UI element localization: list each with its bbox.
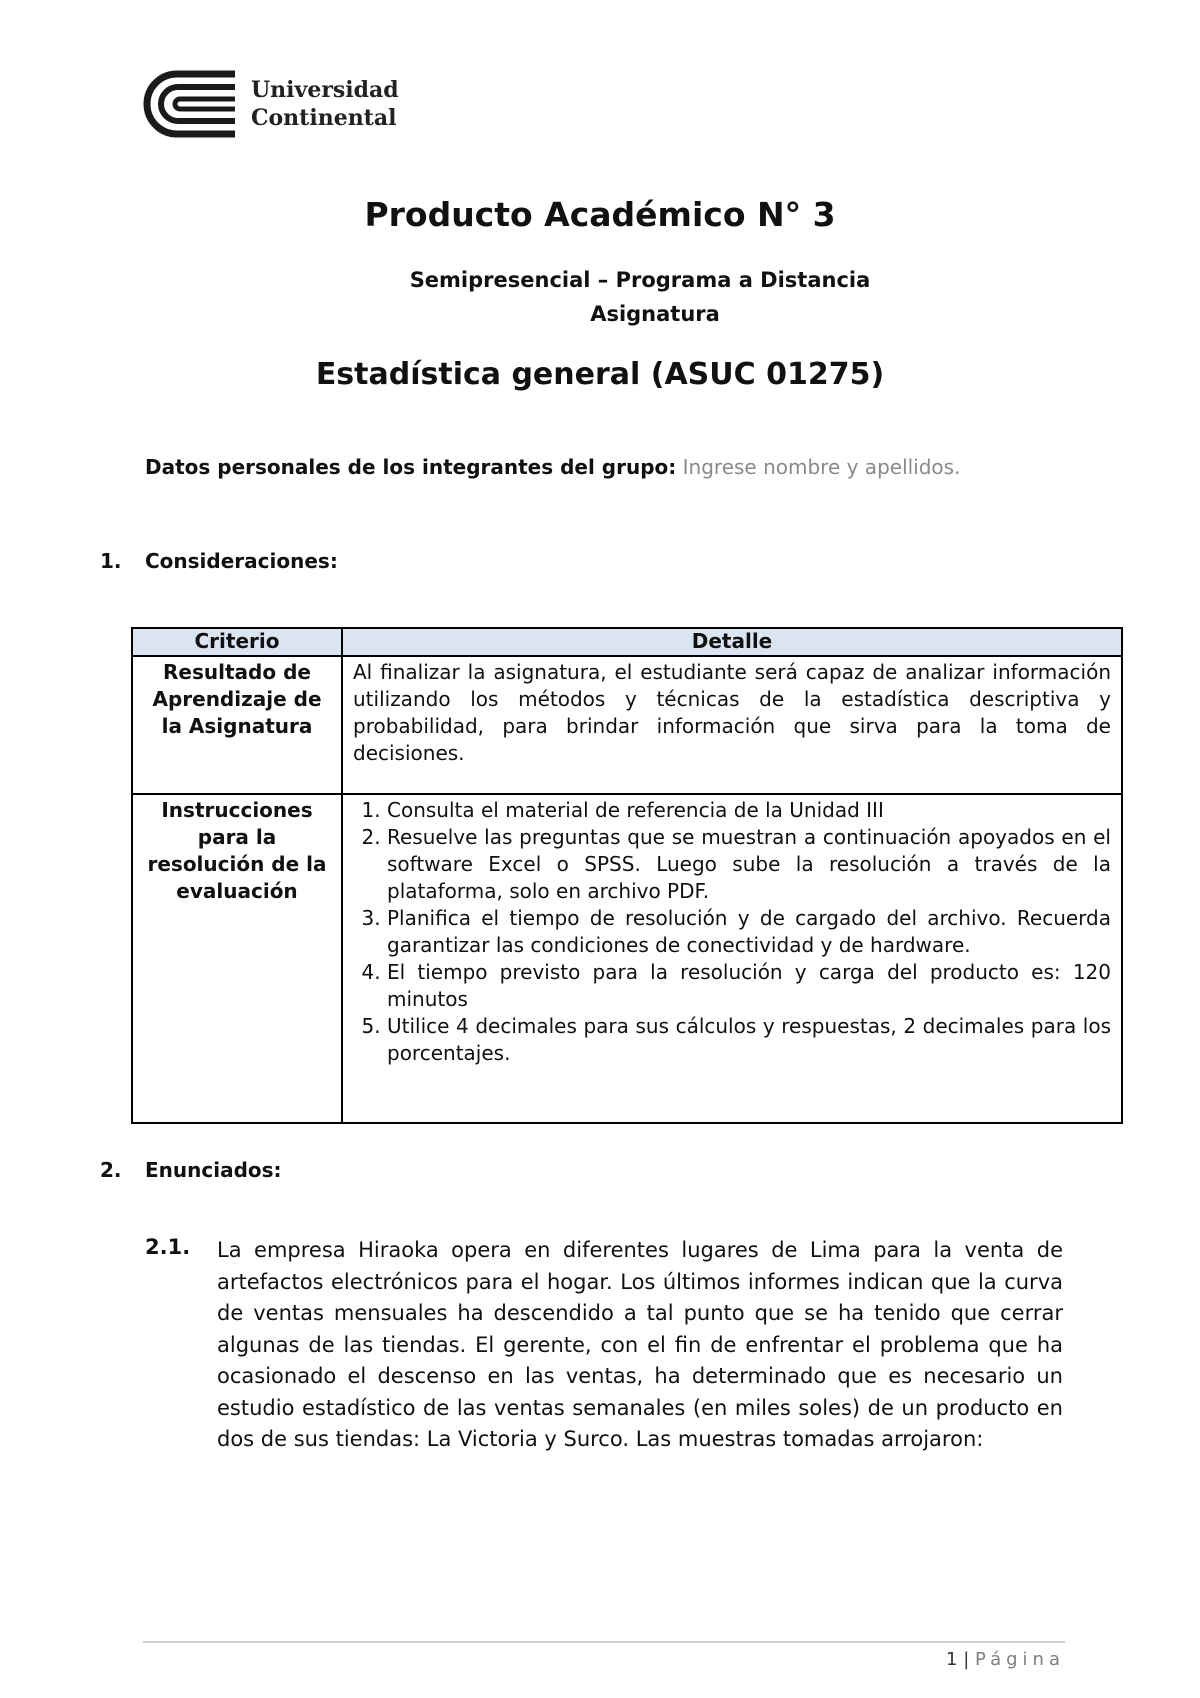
logo-mark-icon xyxy=(143,70,239,138)
group-names-input[interactable]: Ingrese nombre y apellidos. xyxy=(682,455,961,479)
section-heading-1 xyxy=(100,549,338,573)
footer-separator: | xyxy=(963,1649,970,1670)
section-title: Consideraciones: xyxy=(145,549,338,573)
section-heading-2 xyxy=(100,1158,282,1182)
list-item: 3. Planifica el tiempo de resolución y de cargado del archivo. Recuerda garantizar las condiciones de conectividad y de hardware. xyxy=(387,905,1111,959)
logo-line-2: Continental xyxy=(251,105,397,131)
criteria-table xyxy=(131,627,1123,1124)
header-criterio: Criterio xyxy=(132,628,342,656)
header-detalle: Detalle xyxy=(342,628,1122,656)
table-row xyxy=(132,656,1122,794)
subject-label: Asignatura xyxy=(590,302,720,326)
criterio-cell: Instrucciones para la resolución de la evaluación xyxy=(132,794,342,1123)
section-title: Enunciados: xyxy=(145,1158,282,1182)
page-label: Página xyxy=(975,1649,1065,1670)
group-data-line xyxy=(145,455,960,479)
modality-subtitle: Semipresencial – Programa a Distancia xyxy=(409,268,871,292)
list-item: 2. Resuelve las preguntas que se muestran a continuación apoyados en el software Excel o SPSS. Luego sube la resolución a través de la plataforma, solo en archivo PDF. xyxy=(387,824,1111,905)
table-header-row xyxy=(132,628,1122,656)
section-number: 2. xyxy=(100,1158,122,1182)
criterio-cell: Resultado de Aprendizaje de la Asignatura xyxy=(132,656,342,794)
list-item: 1. Consulta el material de referencia de la Unidad III xyxy=(387,797,1111,824)
list-item: 4. El tiempo previsto para la resolución y carga del producto es: 120 minutos xyxy=(387,959,1111,1013)
footer-divider xyxy=(143,1641,1065,1643)
detalle-cell xyxy=(342,794,1122,1123)
detalle-cell: Al finalizar la asignatura, el estudiante será capaz de analizar información utilizando los métodos y técnicas de la estadística descriptiva y probabilidad, para brindar información que sirva para la toma de decisiones. xyxy=(342,656,1122,794)
document-title: Producto Académico N° 3 xyxy=(364,195,836,234)
list-item: 5. Utilice 4 decimales para sus cálculos y respuestas, 2 decimales para los porcentajes. xyxy=(387,1013,1111,1067)
question-text: La empresa Hiraoka opera en diferentes lugares de Lima para la venta de artefactos electrónicos para el hogar. Los últimos informes indican que la curva de ventas mensuales ha descendido a tal punto que se ha tenido que cerrar algunas de las tiendas. El gerente, con el fin de enfrentar el problema que ha ocasionado el descenso en las ventas, ha determinado que es necesario un estudio estadístico de las ventas semanales (en miles soles) de un producto en dos de sus tiendas: La Victoria y Surco. Las muestras tomadas arrojaron: xyxy=(217,1238,1063,1451)
course-title: Estadística general (ASUC 01275) xyxy=(315,357,885,392)
section-number: 1. xyxy=(100,549,122,573)
group-data-label: Datos personales de los integrantes del grupo: xyxy=(145,455,677,479)
logo-text xyxy=(251,76,399,132)
logo-line-1: Universidad xyxy=(251,77,399,103)
page-number: 1 xyxy=(946,1649,958,1670)
university-logo xyxy=(143,70,403,140)
instructions-list xyxy=(353,797,1111,1067)
question-number: 2.1. xyxy=(145,1235,191,1259)
page-footer xyxy=(946,1649,1065,1670)
table-row xyxy=(132,794,1122,1123)
